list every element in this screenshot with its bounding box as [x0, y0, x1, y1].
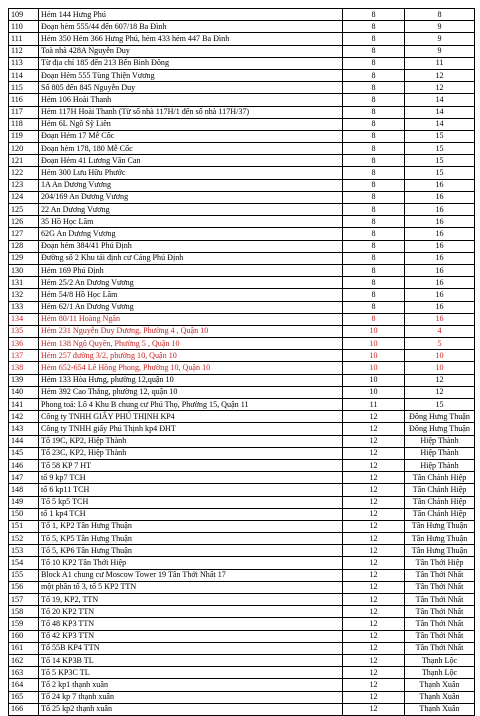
ward-cell: 12	[405, 69, 475, 81]
table-row	[9, 472, 475, 484]
row-number: 150	[9, 508, 39, 520]
district-cell: 8	[343, 106, 405, 118]
ward-cell: 16	[405, 277, 475, 289]
district-cell: 8	[343, 94, 405, 106]
row-number: 143	[9, 423, 39, 435]
row-number: 148	[9, 484, 39, 496]
row-number: 125	[9, 204, 39, 216]
location-cell: Hẻm 257 đường 3/2, phường 10, Quận 10	[39, 350, 343, 362]
location-cell: Hẻm 80/11 Hoàng Ngân	[39, 313, 343, 325]
ward-cell: 11	[405, 57, 475, 69]
row-number: 145	[9, 447, 39, 459]
row-number: 131	[9, 277, 39, 289]
ward-cell: 14	[405, 94, 475, 106]
district-cell: 12	[343, 459, 405, 471]
table-row	[9, 325, 475, 337]
table-row	[9, 533, 475, 545]
row-number: 149	[9, 496, 39, 508]
ward-cell: 16	[405, 191, 475, 203]
location-cell: Tổ 5 KP3C TL	[39, 667, 343, 679]
table-row	[9, 167, 475, 179]
row-number: 139	[9, 374, 39, 386]
ward-cell: Tân Chánh Hiệp	[405, 496, 475, 508]
table-row	[9, 94, 475, 106]
row-number: 114	[9, 69, 39, 81]
ward-cell: Thạnh Xuân	[405, 691, 475, 703]
ward-cell: Tân Thới Nhất	[405, 618, 475, 630]
location-cell: Đoạn hẻm 178, 180 Mễ Cốc	[39, 143, 343, 155]
district-cell: 8	[343, 191, 405, 203]
row-number: 152	[9, 533, 39, 545]
ward-cell: 4	[405, 325, 475, 337]
location-cell: Hẻm 138 Ngô Quyền, Phường 5 , Quận 10	[39, 338, 343, 350]
ward-cell: Tân Chánh Hiệp	[405, 472, 475, 484]
district-cell: 8	[343, 118, 405, 130]
table-row	[9, 703, 475, 715]
table-row	[9, 155, 475, 167]
location-cell: Hẻm 6L Ngô Sỹ Liên	[39, 118, 343, 130]
ward-cell: 9	[405, 21, 475, 33]
table-row	[9, 630, 475, 642]
table-row	[9, 496, 475, 508]
row-number: 119	[9, 130, 39, 142]
row-number: 140	[9, 386, 39, 398]
district-cell: 12	[343, 630, 405, 642]
row-number: 153	[9, 545, 39, 557]
location-cell: Đoạn hẻm 555/44 đến 607/18 Ba Đình	[39, 21, 343, 33]
location-cell: Tổ 5 kp5 TCH	[39, 496, 343, 508]
location-cell: Hẻm 144 Hưng Phú	[39, 9, 343, 21]
row-number: 154	[9, 557, 39, 569]
ward-cell: 15	[405, 143, 475, 155]
ward-cell: Thạnh Lộc	[405, 667, 475, 679]
location-cell: Hẻm 106 Hoài Thanh	[39, 94, 343, 106]
location-cell: Hẻm 231 Nguyễn Duy Dương, Phường 4 , Quận 10	[39, 325, 343, 337]
location-cell: tổ 6 kp11 TCH	[39, 484, 343, 496]
table-row	[9, 350, 475, 362]
row-number: 136	[9, 338, 39, 350]
location-cell: Tổ 24 kp 7 thạnh xuân	[39, 691, 343, 703]
row-number: 160	[9, 630, 39, 642]
location-cell: Hẻm 652-654 Lê Hồng Phong, Phường 10, Quận 10	[39, 362, 343, 374]
district-cell: 12	[343, 594, 405, 606]
table-row	[9, 447, 475, 459]
ward-cell: Hiệp Thành	[405, 459, 475, 471]
row-number: 137	[9, 350, 39, 362]
row-number: 155	[9, 569, 39, 581]
district-cell: 12	[343, 703, 405, 715]
table-row	[9, 69, 475, 81]
table-row	[9, 240, 475, 252]
ward-cell: Tân Thới Nhất	[405, 581, 475, 593]
table-row	[9, 581, 475, 593]
table-row	[9, 557, 475, 569]
ward-cell: 10	[405, 350, 475, 362]
table-row	[9, 435, 475, 447]
ward-cell: Tân Thới Nhất	[405, 594, 475, 606]
table-row	[9, 228, 475, 240]
ward-cell: Tân Chánh Hiệp	[405, 484, 475, 496]
table-row	[9, 216, 475, 228]
table-row	[9, 386, 475, 398]
district-cell: 8	[343, 216, 405, 228]
location-cell: Tổ 25 kp2 thạnh xuân	[39, 703, 343, 715]
district-cell: 8	[343, 33, 405, 45]
ward-cell: Tân Chánh Hiệp	[405, 508, 475, 520]
location-cell: Hẻm 133 Hòa Hưng, phường 12,quận 10	[39, 374, 343, 386]
district-cell: 8	[343, 82, 405, 94]
ward-cell: 14	[405, 118, 475, 130]
table-row	[9, 82, 475, 94]
table-row	[9, 508, 475, 520]
table-row	[9, 654, 475, 666]
table-row	[9, 374, 475, 386]
district-cell: 8	[343, 9, 405, 21]
table-row	[9, 679, 475, 691]
district-cell: 12	[343, 581, 405, 593]
district-cell: 10	[343, 350, 405, 362]
district-cell: 8	[343, 167, 405, 179]
district-cell: 12	[343, 435, 405, 447]
ward-cell: Tân Thới Nhất	[405, 630, 475, 642]
district-cell: 8	[343, 277, 405, 289]
district-cell: 8	[343, 264, 405, 276]
location-cell: Đoạn Hẻm 17 Mễ Cốc	[39, 130, 343, 142]
location-cell: Hẻm 62/1 An Dương Vương	[39, 301, 343, 313]
district-cell: 8	[343, 252, 405, 264]
row-number: 127	[9, 228, 39, 240]
ward-cell: 14	[405, 106, 475, 118]
district-cell: 8	[343, 45, 405, 57]
district-cell: 12	[343, 569, 405, 581]
district-cell: 12	[343, 484, 405, 496]
ward-cell: Đông Hưng Thuận	[405, 423, 475, 435]
location-cell: Công ty TNHH GIẤY PHÚ THỊNH KP4	[39, 411, 343, 423]
row-number: 132	[9, 289, 39, 301]
district-cell: 12	[343, 533, 405, 545]
row-number: 159	[9, 618, 39, 630]
location-cell: Hẻm 392 Cao Thắng, phường 12, quận 10	[39, 386, 343, 398]
table-row	[9, 301, 475, 313]
table-row	[9, 204, 475, 216]
district-cell: 12	[343, 691, 405, 703]
table-row	[9, 252, 475, 264]
ward-cell: 16	[405, 216, 475, 228]
district-cell: 12	[343, 654, 405, 666]
district-cell: 12	[343, 545, 405, 557]
district-cell: 12	[343, 472, 405, 484]
ward-cell: 9	[405, 33, 475, 45]
ward-cell: 16	[405, 240, 475, 252]
location-cell: Block A1 chung cư Moscow Tower 19 Tân Thới Nhất 17	[39, 569, 343, 581]
ward-cell: 16	[405, 252, 475, 264]
row-number: 111	[9, 33, 39, 45]
address-table	[8, 8, 475, 716]
location-cell: Tổ 19, KP2, TTN	[39, 594, 343, 606]
location-cell: Hẻm 300 Lưu Hữu Phước	[39, 167, 343, 179]
district-cell: 8	[343, 155, 405, 167]
table-row	[9, 362, 475, 374]
table-row	[9, 33, 475, 45]
district-cell: 12	[343, 642, 405, 654]
district-cell: 8	[343, 179, 405, 191]
district-cell: 12	[343, 520, 405, 532]
row-number: 151	[9, 520, 39, 532]
row-number: 130	[9, 264, 39, 276]
table-row	[9, 423, 475, 435]
row-number: 112	[9, 45, 39, 57]
table-row	[9, 45, 475, 57]
row-number: 134	[9, 313, 39, 325]
table-row	[9, 545, 475, 557]
location-cell: Tổ 1, KP2 Tân Hưng Thuận	[39, 520, 343, 532]
district-cell: 12	[343, 606, 405, 618]
ward-cell: 12	[405, 82, 475, 94]
location-cell: Đoạn Hẻm 555 Tùng Thiện Vương	[39, 69, 343, 81]
ward-cell: 16	[405, 289, 475, 301]
row-number: 142	[9, 411, 39, 423]
district-cell: 10	[343, 374, 405, 386]
table-row	[9, 691, 475, 703]
row-number: 164	[9, 679, 39, 691]
ward-cell: 12	[405, 374, 475, 386]
ward-cell: 16	[405, 228, 475, 240]
location-cell: Hẻm 25/2 An Dương Vương	[39, 277, 343, 289]
ward-cell: Tân Hưng Thuận	[405, 533, 475, 545]
table-row	[9, 277, 475, 289]
table-row	[9, 594, 475, 606]
ward-cell: 16	[405, 313, 475, 325]
location-cell: Tổ 2 kp1 thạnh xuân	[39, 679, 343, 691]
row-number: 126	[9, 216, 39, 228]
district-cell: 8	[343, 289, 405, 301]
district-cell: 8	[343, 313, 405, 325]
table-row	[9, 313, 475, 325]
ward-cell: Hiệp Thành	[405, 435, 475, 447]
location-cell: Hẻm 350 Hẻm 366 Hưng Phú, hẻm 433 hẻm 447 Ba Đình	[39, 33, 343, 45]
table-row	[9, 459, 475, 471]
table-row	[9, 338, 475, 350]
ward-cell: 9	[405, 45, 475, 57]
row-number: 110	[9, 21, 39, 33]
location-cell: Đường số 2 Khu tái định cư Cảng Phú Định	[39, 252, 343, 264]
district-cell: 10	[343, 338, 405, 350]
district-cell: 12	[343, 557, 405, 569]
location-cell: Toà nhà 428A Nguyễn Duy	[39, 45, 343, 57]
row-number: 118	[9, 118, 39, 130]
district-cell: 8	[343, 130, 405, 142]
row-number: 123	[9, 179, 39, 191]
district-cell: 8	[343, 143, 405, 155]
ward-cell: Tân Thới Nhất	[405, 569, 475, 581]
district-cell: 8	[343, 204, 405, 216]
location-cell: tổ 1 kp4 TCH	[39, 508, 343, 520]
table-row	[9, 264, 475, 276]
table-row	[9, 569, 475, 581]
district-cell: 8	[343, 301, 405, 313]
district-cell: 12	[343, 447, 405, 459]
address-table-body	[9, 9, 475, 716]
row-number: 165	[9, 691, 39, 703]
ward-cell: Tân Hưng Thuận	[405, 545, 475, 557]
district-cell: 12	[343, 618, 405, 630]
row-number: 141	[9, 399, 39, 411]
table-row	[9, 130, 475, 142]
row-number: 128	[9, 240, 39, 252]
table-row	[9, 289, 475, 301]
location-cell: Tổ 10 KP2 Tân Thới Hiệp	[39, 557, 343, 569]
location-cell: Tổ 42 KP3 TTN	[39, 630, 343, 642]
location-cell: Tổ 20 KP2 TTN	[39, 606, 343, 618]
district-cell: 8	[343, 240, 405, 252]
row-number: 156	[9, 581, 39, 593]
location-cell: tổ 9 kp7 TCH	[39, 472, 343, 484]
row-number: 158	[9, 606, 39, 618]
ward-cell: 8	[405, 9, 475, 21]
row-number: 138	[9, 362, 39, 374]
ward-cell: 15	[405, 130, 475, 142]
location-cell: Tổ 5, KP6 Tân Hưng Thuận	[39, 545, 343, 557]
location-cell: 204/169 An Dương Vương	[39, 191, 343, 203]
row-number: 161	[9, 642, 39, 654]
ward-cell: 15	[405, 167, 475, 179]
row-number: 144	[9, 435, 39, 447]
district-cell: 11	[343, 399, 405, 411]
row-number: 115	[9, 82, 39, 94]
ward-cell: 15	[405, 155, 475, 167]
row-number: 116	[9, 94, 39, 106]
district-cell: 8	[343, 57, 405, 69]
location-cell: một phần tổ 3, tổ 5 KP2 TTN	[39, 581, 343, 593]
row-number: 146	[9, 459, 39, 471]
lockdown-list-document	[8, 8, 474, 716]
ward-cell: Tân Thới Hiệp	[405, 557, 475, 569]
table-row	[9, 411, 475, 423]
district-cell: 8	[343, 228, 405, 240]
table-row	[9, 21, 475, 33]
district-cell: 12	[343, 667, 405, 679]
row-number: 147	[9, 472, 39, 484]
table-row	[9, 606, 475, 618]
ward-cell: 12	[405, 386, 475, 398]
ward-cell: Tân Hưng Thuận	[405, 520, 475, 532]
table-row	[9, 667, 475, 679]
row-number: 113	[9, 57, 39, 69]
ward-cell: Hiệp Thành	[405, 447, 475, 459]
table-row	[9, 642, 475, 654]
table-row	[9, 399, 475, 411]
location-cell: 1A An Dương Vương	[39, 179, 343, 191]
ward-cell: Đông Hưng Thuận	[405, 411, 475, 423]
location-cell: Tổ 58 KP 7 HT	[39, 459, 343, 471]
location-cell: 22 An Dương Vương	[39, 204, 343, 216]
location-cell: Đoạn hẻm 384/41 Phú Định	[39, 240, 343, 252]
ward-cell: 16	[405, 301, 475, 313]
location-cell: Tổ 19C, KP2, Hiệp Thành	[39, 435, 343, 447]
row-number: 133	[9, 301, 39, 313]
ward-cell: Thạnh Lộc	[405, 654, 475, 666]
row-number: 117	[9, 106, 39, 118]
district-cell: 12	[343, 679, 405, 691]
row-number: 109	[9, 9, 39, 21]
district-cell: 12	[343, 496, 405, 508]
table-row	[9, 143, 475, 155]
location-cell: Hẻm 169 Phú Định	[39, 264, 343, 276]
table-row	[9, 520, 475, 532]
district-cell: 12	[343, 423, 405, 435]
row-number: 166	[9, 703, 39, 715]
row-number: 162	[9, 654, 39, 666]
district-cell: 8	[343, 69, 405, 81]
location-cell: Từ địa chỉ 185 đến 213 Bến Bình Đông	[39, 57, 343, 69]
row-number: 124	[9, 191, 39, 203]
district-cell: 10	[343, 325, 405, 337]
location-cell: Công ty TNHH giấy Phú Thịnh kp4 ĐHT	[39, 423, 343, 435]
row-number: 135	[9, 325, 39, 337]
ward-cell: 5	[405, 338, 475, 350]
ward-cell: 16	[405, 179, 475, 191]
ward-cell: 10	[405, 362, 475, 374]
district-cell: 12	[343, 508, 405, 520]
ward-cell: Thạnh Xuân	[405, 679, 475, 691]
row-number: 163	[9, 667, 39, 679]
row-number: 121	[9, 155, 39, 167]
ward-cell: Tân Thới Nhất	[405, 606, 475, 618]
table-row	[9, 484, 475, 496]
location-cell: Tổ 23C, KP2, Hiệp Thành	[39, 447, 343, 459]
location-cell: Số 805 đến 845 Nguyễn Duy	[39, 82, 343, 94]
location-cell: Phong toả: Lô 4 Khu B chung cư Phú Thọ, Phường 15, Quận 11	[39, 399, 343, 411]
location-cell: Tổ 14 KP3B TL	[39, 654, 343, 666]
location-cell: Tổ 55B KP4 TTN	[39, 642, 343, 654]
location-cell: Tổ 48 KP3 TTN	[39, 618, 343, 630]
row-number: 129	[9, 252, 39, 264]
district-cell: 10	[343, 386, 405, 398]
row-number: 157	[9, 594, 39, 606]
ward-cell: 16	[405, 204, 475, 216]
ward-cell: 15	[405, 399, 475, 411]
location-cell: Hẻm 117H Hoài Thanh (Từ số nhà 117H/1 đến số nhà 117H/37)	[39, 106, 343, 118]
table-row	[9, 618, 475, 630]
row-number: 120	[9, 143, 39, 155]
district-cell: 8	[343, 21, 405, 33]
location-cell: Tổ 5, KP5 Tân Hưng Thuận	[39, 533, 343, 545]
district-cell: 10	[343, 362, 405, 374]
district-cell: 12	[343, 411, 405, 423]
table-row	[9, 118, 475, 130]
ward-cell: 16	[405, 264, 475, 276]
table-row	[9, 57, 475, 69]
location-cell: 35 Hồ Học Lãm	[39, 216, 343, 228]
ward-cell: Thạnh Xuân	[405, 703, 475, 715]
table-row	[9, 191, 475, 203]
table-row	[9, 9, 475, 21]
location-cell: Hẻm 54/8 Hồ Học Lãm	[39, 289, 343, 301]
location-cell: 62G An Dương Vương	[39, 228, 343, 240]
location-cell: Đoạn Hẻm 41 Lương Văn Can	[39, 155, 343, 167]
row-number: 122	[9, 167, 39, 179]
table-row	[9, 179, 475, 191]
ward-cell: Tân Thới Nhất	[405, 642, 475, 654]
table-row	[9, 106, 475, 118]
